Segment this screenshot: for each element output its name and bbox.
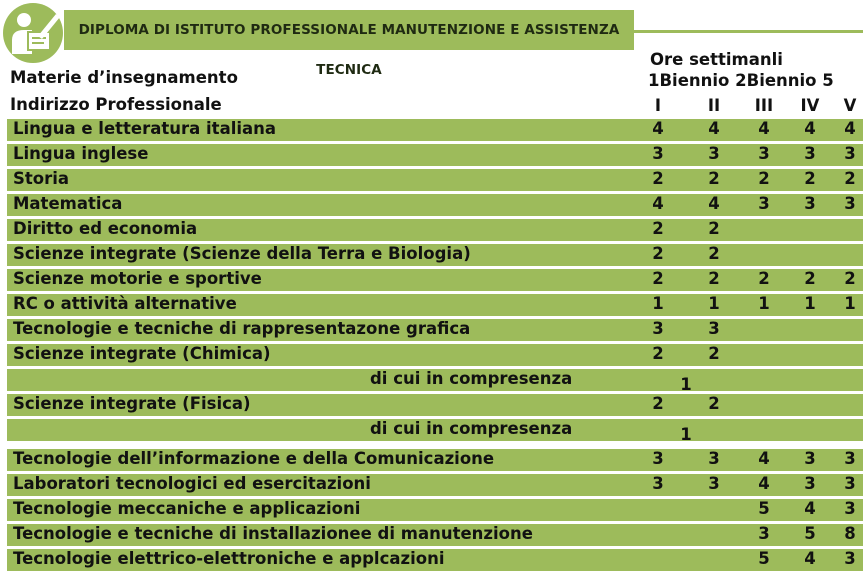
hours-year-1: 2 xyxy=(652,219,664,238)
hours-year-5: 8 xyxy=(844,524,856,543)
hours-year-4: 3 xyxy=(804,449,816,468)
subject-name: RC o attività alternative xyxy=(13,294,237,313)
hours-year-1: 3 xyxy=(652,144,664,163)
compresenza-hours: 1 xyxy=(680,425,692,444)
hours-year-5: 3 xyxy=(844,144,856,163)
subject-name: Laboratori tecnologici ed esercitazioni xyxy=(13,474,371,493)
table-row xyxy=(7,474,863,496)
hours-year-4: 3 xyxy=(804,144,816,163)
hours-year-2: 2 xyxy=(708,269,720,288)
table-row xyxy=(7,119,863,141)
periods-heading: 1Biennio 2Biennio 5 xyxy=(648,71,834,90)
subject-name: Diritto ed economia xyxy=(13,219,198,238)
subject-name: Tecnologie dell’informazione e della Comunicazione xyxy=(13,449,495,468)
subject-subheading: Indirizzo Professionale xyxy=(10,95,222,114)
hours-year-4: 5 xyxy=(804,524,816,543)
subject-name: Scienze integrate (Scienze della Terra e Biologia) xyxy=(13,244,471,263)
subject-name: Scienze motorie e sportive xyxy=(13,269,262,288)
hours-year-5: 3 xyxy=(844,549,856,568)
hours-year-3: 4 xyxy=(758,474,770,493)
hours-year-4: 2 xyxy=(804,169,816,188)
subject-name: Matematica xyxy=(13,194,123,213)
hours-year-1: 3 xyxy=(652,319,664,338)
hours-year-3: 4 xyxy=(758,449,770,468)
subject-name: Tecnologie meccaniche e applicazioni xyxy=(13,499,361,518)
hours-year-5: 2 xyxy=(844,169,856,188)
table-row xyxy=(7,219,863,241)
hours-year-2: 3 xyxy=(708,144,720,163)
table-row xyxy=(7,394,863,416)
hours-year-5: 3 xyxy=(844,474,856,493)
hours-year-1: 3 xyxy=(652,449,664,468)
table-row xyxy=(7,294,863,316)
hours-year-5: 3 xyxy=(844,449,856,468)
table-row xyxy=(7,319,863,341)
hours-year-4: 3 xyxy=(804,474,816,493)
table-row xyxy=(7,344,863,366)
diploma-writing-icon xyxy=(2,2,64,64)
subject-name: Scienze integrate (Chimica) xyxy=(13,344,271,363)
hours-year-1: 2 xyxy=(652,269,664,288)
subject-heading: Materie d’insegnamento xyxy=(10,68,238,87)
year-header-4: IV xyxy=(800,96,820,115)
hours-year-1: 2 xyxy=(652,344,664,363)
document-title: DIPLOMA DI ISTITUTO PROFESSIONALE MANUTENZIONE E ASSISTENZA TECNICA xyxy=(64,10,634,50)
hours-year-3: 3 xyxy=(758,144,770,163)
hours-year-2: 3 xyxy=(708,474,720,493)
hours-year-3: 1 xyxy=(758,294,770,313)
hours-year-1: 4 xyxy=(652,119,664,138)
subject-name: Lingua e letteratura italiana xyxy=(13,119,277,138)
hours-year-2: 2 xyxy=(708,394,720,413)
table-row xyxy=(7,549,863,571)
table-row xyxy=(7,144,863,166)
hours-year-1: 2 xyxy=(652,169,664,188)
subject-name: Tecnologie e tecniche di rappresentazone grafica xyxy=(13,319,471,338)
hours-year-1: 3 xyxy=(652,474,664,493)
year-header-5: V xyxy=(843,96,857,115)
table-row xyxy=(7,369,863,394)
hours-year-2: 4 xyxy=(708,194,720,213)
subject-name: Tecnologie elettrico-elettroniche e applcazioni xyxy=(13,549,445,568)
hours-year-2: 2 xyxy=(708,244,720,263)
year-header-2: II xyxy=(707,96,721,115)
hours-year-2: 1 xyxy=(708,294,720,313)
subject-name: Lingua inglese xyxy=(13,144,149,163)
year-header-3: III xyxy=(754,96,774,115)
hours-year-3: 5 xyxy=(758,549,770,568)
hours-year-1: 2 xyxy=(652,394,664,413)
table-row xyxy=(7,194,863,216)
table-row xyxy=(7,419,863,444)
title-underline xyxy=(634,30,863,33)
subject-name: Tecnologie e tecniche di installazionee di manutenzione xyxy=(13,524,533,543)
hours-year-5: 3 xyxy=(844,194,856,213)
table-row xyxy=(7,244,863,266)
hours-year-4: 4 xyxy=(804,119,816,138)
hours-year-4: 2 xyxy=(804,269,816,288)
hours-year-5: 4 xyxy=(844,119,856,138)
compresenza-label: di cui in compresenza xyxy=(370,419,573,438)
hours-year-3: 5 xyxy=(758,499,770,518)
hours-year-5: 1 xyxy=(844,294,856,313)
hours-heading: Ore settimanli xyxy=(650,50,783,69)
hours-year-2: 2 xyxy=(708,169,720,188)
compresenza-label: di cui in compresenza xyxy=(370,369,573,388)
hours-year-2: 2 xyxy=(708,344,720,363)
subject-name: Storia xyxy=(13,169,70,188)
compresenza-hours: 1 xyxy=(680,375,692,394)
year-header-1: I xyxy=(654,96,662,115)
hours-year-4: 1 xyxy=(804,294,816,313)
hours-year-4: 4 xyxy=(804,549,816,568)
hours-year-4: 4 xyxy=(804,499,816,518)
hours-year-2: 4 xyxy=(708,119,720,138)
hours-year-1: 4 xyxy=(652,194,664,213)
hours-year-3: 3 xyxy=(758,524,770,543)
hours-year-4: 3 xyxy=(804,194,816,213)
hours-year-2: 3 xyxy=(708,449,720,468)
hours-year-1: 1 xyxy=(652,294,664,313)
hours-year-3: 4 xyxy=(758,119,770,138)
table-row xyxy=(7,169,863,191)
table-row xyxy=(7,499,863,521)
hours-year-2: 2 xyxy=(708,219,720,238)
hours-year-5: 3 xyxy=(844,499,856,518)
table-row xyxy=(7,449,863,471)
subject-name: Scienze integrate (Fisica) xyxy=(13,394,251,413)
table-row xyxy=(7,269,863,291)
table-row xyxy=(7,524,863,546)
hours-year-3: 2 xyxy=(758,169,770,188)
hours-year-3: 2 xyxy=(758,269,770,288)
hours-year-1: 2 xyxy=(652,244,664,263)
hours-year-3: 3 xyxy=(758,194,770,213)
hours-year-2: 3 xyxy=(708,319,720,338)
hours-year-5: 2 xyxy=(844,269,856,288)
